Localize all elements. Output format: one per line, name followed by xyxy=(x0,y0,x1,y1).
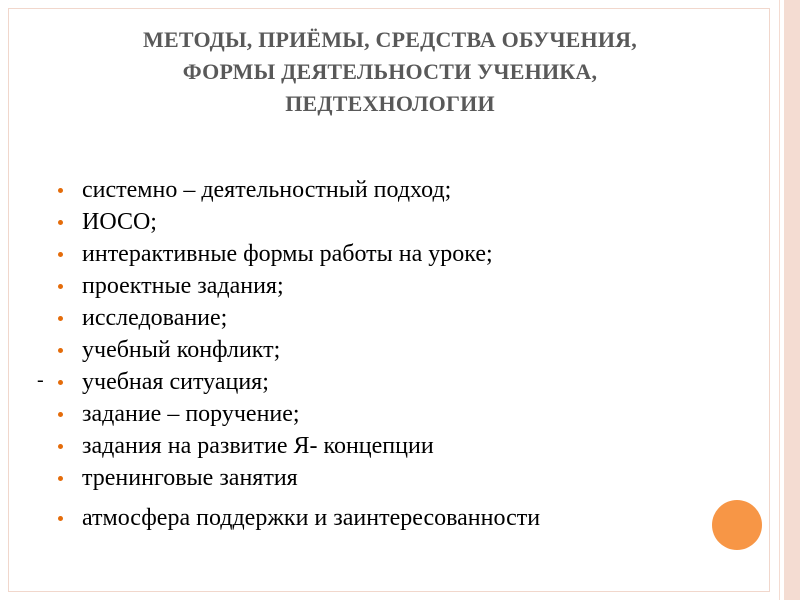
bullet-dot-icon xyxy=(58,188,63,193)
list-item xyxy=(50,334,750,366)
list-item xyxy=(50,398,750,430)
bullet-dot-icon xyxy=(58,220,63,225)
list-item-text: тренинговые занятия xyxy=(82,465,298,491)
list-item-text: интерактивные формы работы на уроке; xyxy=(82,241,493,267)
bullet-list xyxy=(50,174,750,534)
bullet-dot-icon xyxy=(58,412,63,417)
right-border-strip xyxy=(784,0,800,600)
list-item xyxy=(50,302,750,334)
list-item-text: учебная ситуация; xyxy=(82,369,269,395)
bullet-dot-icon xyxy=(58,348,63,353)
list-item-text: исследование; xyxy=(82,305,228,331)
list-item xyxy=(50,430,750,462)
list-item xyxy=(50,366,750,398)
bullet-dot-icon xyxy=(58,444,63,449)
title-line-1: МЕТОДЫ, ПРИЁМЫ, СРЕДСТВА ОБУЧЕНИЯ, xyxy=(143,27,637,52)
list-item-text: учебный конфликт; xyxy=(82,337,281,363)
list-item-text: атмосфера поддержки и заинтересованности xyxy=(82,505,541,531)
bullet-dot-icon xyxy=(58,476,63,481)
title-line-2: ФОРМЫ ДЕЯТЕЛЬНОСТИ УЧЕНИКА, xyxy=(182,59,598,84)
stray-dash-mark: - xyxy=(37,369,44,391)
list-item-text: системно – деятельностный подход; xyxy=(82,177,452,203)
bullet-dot-icon xyxy=(58,284,63,289)
title-line-3: ПЕДТЕХНОЛОГИИ xyxy=(285,91,495,116)
list-item-text: задание – поручение; xyxy=(82,401,300,427)
bullet-dot-icon xyxy=(58,380,63,385)
list-item xyxy=(50,206,750,238)
list-item-text: задания на развитие Я- концепции xyxy=(82,433,434,459)
list-item xyxy=(50,238,750,270)
bullet-dot-icon xyxy=(58,516,63,521)
orange-circle-decoration xyxy=(712,500,762,550)
right-border-line xyxy=(779,0,780,600)
bullet-dot-icon xyxy=(58,316,63,321)
list-item xyxy=(50,174,750,206)
list-item xyxy=(50,502,750,534)
list-item xyxy=(50,270,750,302)
list-item-text: проектные задания; xyxy=(82,273,284,299)
bullet-dot-icon xyxy=(58,252,63,257)
slide-title xyxy=(40,24,740,120)
list-item-text: ИОСО; xyxy=(82,209,157,235)
list-item xyxy=(50,462,750,494)
